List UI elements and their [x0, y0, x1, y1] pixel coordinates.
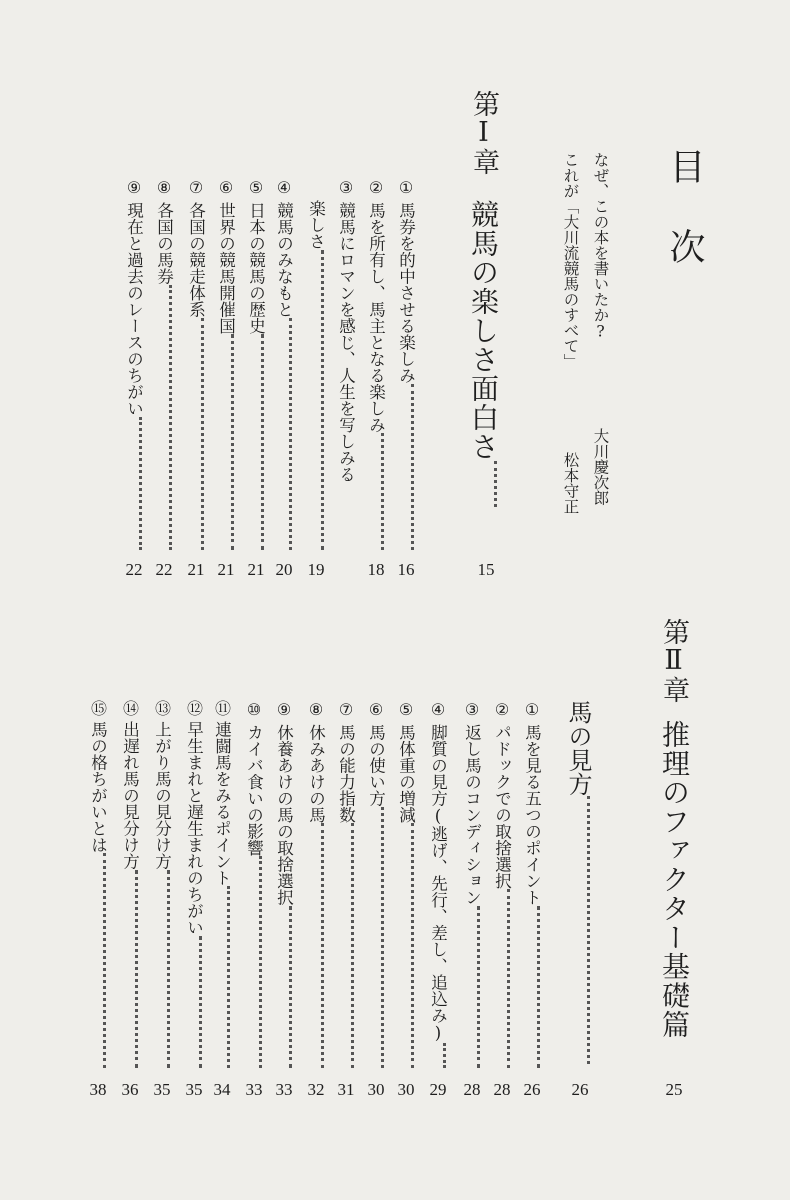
toc-entry[interactable]: [217, 178, 234, 550]
leader-dots: [198, 936, 202, 1069]
entry-title: 馬の使い方: [366, 724, 386, 807]
toc-title: 目次: [664, 148, 705, 308]
toc-entry[interactable]: [155, 178, 172, 550]
entry-number: ①: [396, 178, 416, 197]
entry-title-cont: 楽しさ: [306, 200, 326, 250]
entry-number: ⑦: [186, 178, 206, 197]
entry-page-number: 31: [337, 1080, 355, 1099]
toc-entry[interactable]: [397, 178, 414, 550]
entry-number: ②: [366, 178, 386, 197]
toc-entry[interactable]: [121, 700, 138, 1068]
entry-title: 連闘馬をみるポイント: [212, 721, 232, 886]
entry-title: 現在と過去のレースのちがい: [124, 202, 144, 417]
leader-dots: [168, 285, 172, 551]
entry-title: 各国の競走体系: [186, 202, 206, 318]
leader-dots: [260, 334, 264, 550]
toc-entry-continuation[interactable]: [307, 200, 324, 550]
leader-dots: [350, 823, 354, 1068]
author-matsumoto: 松本守正: [561, 452, 580, 514]
leader-dots: [380, 433, 384, 550]
entry-number: ⑦: [336, 700, 356, 719]
entry-page-number: 33: [245, 1080, 263, 1099]
section-title-text: 馬の見方: [564, 700, 592, 796]
leader-dots: [288, 906, 292, 1069]
entry-page-number: 22: [125, 560, 143, 579]
toc-entry[interactable]: [463, 700, 480, 1068]
entry-title: 各国の馬券: [154, 202, 174, 285]
entry-page-number: 21: [187, 560, 205, 579]
entry-page-number: 35: [185, 1080, 203, 1099]
toc-entry[interactable]: [275, 700, 292, 1068]
entry-title: 馬の能力指数: [336, 724, 356, 823]
entry-page-number: 19: [307, 560, 325, 579]
entry-number: ⑥: [366, 700, 386, 719]
entry-number: ⑨: [124, 178, 144, 197]
entry-page-number: 21: [247, 560, 265, 579]
entry-number: ③: [336, 178, 356, 197]
toc-entry[interactable]: [523, 700, 540, 1068]
entry-number: ②: [492, 700, 512, 719]
entry-page-number: 29: [429, 1080, 447, 1099]
leader-dots: [258, 856, 262, 1068]
toc-entry[interactable]: [125, 178, 142, 550]
entry-page-number: 22: [155, 560, 173, 579]
leader-dots: [288, 318, 292, 551]
entry-page-number: 16: [397, 560, 415, 579]
leader-dots: [230, 334, 234, 550]
toc-entry[interactable]: [337, 178, 354, 483]
entry-title: 馬を見る五つのポイント: [522, 724, 542, 906]
entry-title: 出遅れ馬の見分け方: [120, 721, 140, 870]
toc-entry[interactable]: [245, 700, 262, 1068]
entry-number: ⑧: [306, 700, 326, 719]
entry-number: ⑥: [216, 178, 236, 197]
entry-page-number: 30: [367, 1080, 385, 1099]
leader-dots: [200, 318, 204, 551]
entry-number: ⑮: [88, 700, 108, 716]
toc-entry[interactable]: [89, 700, 106, 1068]
section-divider: [90, 580, 690, 581]
entry-number: ①: [522, 700, 542, 719]
chapter-2-label: 第Ⅱ章: [658, 618, 689, 703]
entry-page-number: 32: [307, 1080, 325, 1099]
entry-number: ⑫: [184, 700, 204, 716]
entry-page-number: 33: [275, 1080, 293, 1099]
leader-dots: [410, 823, 414, 1068]
section-page: 26: [571, 1080, 589, 1099]
entry-title: 休みあけの馬: [306, 724, 326, 823]
entry-title: 脚質の見方(逃げ、先行、差し、追込み): [428, 724, 448, 1043]
author-okawa: 大川慶次郎: [591, 428, 610, 506]
leader-dots: [226, 886, 230, 1068]
entry-title: パドックでの取捨選択: [492, 724, 512, 889]
chapter-2-page: 25: [665, 1080, 683, 1099]
chapter-2-title: 推理のファクター基礎篇: [658, 720, 691, 1039]
entry-number: ⑪: [212, 700, 232, 716]
chapter-title-text: 競馬の楽しさ面白さ: [467, 200, 500, 461]
chapter-1-label: 第Ⅰ章: [468, 90, 499, 175]
leader-dots: [493, 461, 497, 507]
entry-title: 馬の格ちがいとは: [88, 721, 108, 853]
toc-entry[interactable]: [337, 700, 354, 1068]
entry-page-number: 30: [397, 1080, 415, 1099]
toc-entry[interactable]: [187, 178, 204, 550]
entry-title: 休養あけの馬の取捨選択: [274, 724, 294, 906]
entry-number: ⑬: [152, 700, 172, 716]
toc-entry[interactable]: [307, 700, 324, 1068]
entry-title: 日本の競馬の歴史: [246, 202, 266, 334]
front-matter-line-1: [592, 152, 608, 341]
entry-number: ⑨: [274, 700, 294, 719]
entry-title: 上がり馬の見分け方: [152, 721, 172, 870]
entry-page-number: 35: [153, 1080, 171, 1099]
entry-number: ④: [428, 700, 448, 719]
section-horse-viewing: [566, 700, 590, 1064]
toc-entry[interactable]: [397, 700, 414, 1068]
entry-page-number: 28: [493, 1080, 511, 1099]
toc-entry[interactable]: [367, 700, 384, 1068]
chapter-1-title: [467, 200, 500, 507]
entry-title: 世界の競馬開催国: [216, 202, 236, 334]
entry-number: ⑤: [396, 700, 416, 719]
entry-number: ⑭: [120, 700, 140, 716]
leader-dots: [166, 870, 170, 1069]
entry-page-number: 20: [275, 560, 293, 579]
leader-dots: [586, 796, 590, 1064]
leader-dots: [506, 889, 510, 1068]
entry-page-number: 38: [89, 1080, 107, 1099]
toc-entry[interactable]: [367, 178, 384, 550]
chapter-1-page: 15: [477, 560, 495, 579]
leader-dots: [380, 807, 384, 1069]
front-matter-text: これが「大川流競馬のすべて」: [561, 152, 580, 369]
front-matter-text: なぜ、この本を書いたか?: [591, 152, 610, 341]
entry-title: 馬を所有し、馬主となる楽しみ: [366, 202, 386, 433]
leader-dots: [138, 417, 142, 551]
toc-entry[interactable]: [247, 178, 264, 550]
leader-dots: [102, 853, 106, 1068]
entry-title: 競馬にロマンを感じ、人生を写しみる: [336, 202, 356, 483]
entry-title: 返し馬のコンディション: [462, 724, 482, 906]
entry-page-number: 26: [523, 1080, 541, 1099]
toc-entry[interactable]: [493, 700, 510, 1068]
entry-page-number: 36: [121, 1080, 139, 1099]
toc-entry[interactable]: [429, 700, 446, 1068]
entry-title: 早生まれと遅生まれのちがい: [184, 721, 204, 936]
entry-title: 馬券を的中させる楽しみ: [396, 202, 416, 384]
leader-dots: [410, 384, 414, 551]
leader-dots: [536, 906, 540, 1069]
entry-number: ⑩: [244, 700, 264, 719]
leader-dots: [134, 870, 138, 1069]
entry-number: ⑧: [154, 178, 174, 197]
leader-dots: [476, 906, 480, 1069]
entry-title: 馬体重の増減: [396, 724, 416, 823]
entry-page-number: 21: [217, 560, 235, 579]
entry-number: ⑤: [246, 178, 266, 197]
entry-page-number: 18: [367, 560, 385, 579]
leader-dots: [320, 250, 324, 551]
leader-dots: [442, 1043, 446, 1069]
leader-dots: [320, 823, 324, 1068]
entry-title: 競馬のみなもと: [274, 202, 294, 318]
entry-title: カイバ食いの影響: [244, 724, 264, 856]
entry-number: ③: [462, 700, 482, 719]
toc-entry[interactable]: [153, 700, 170, 1068]
entry-page-number: 34: [213, 1080, 231, 1099]
front-matter-line-2: [562, 152, 578, 369]
entry-page-number: 28: [463, 1080, 481, 1099]
toc-entry[interactable]: [185, 700, 202, 1068]
toc-entry[interactable]: [213, 700, 230, 1068]
toc-entry[interactable]: [275, 178, 292, 550]
entry-number: ④: [274, 178, 294, 197]
